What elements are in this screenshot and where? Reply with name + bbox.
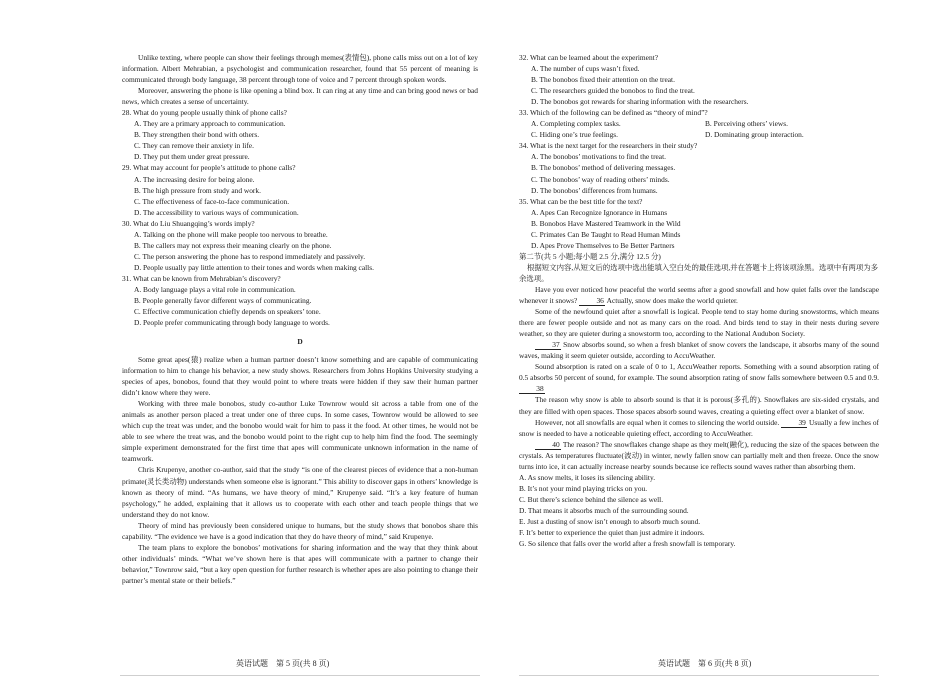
option: D. Dominating group interaction. <box>705 130 804 140</box>
cloze-paragraph: The reason why snow is able to absorb sound is that it is porous(多孔的). Snowflakes are six-sided crystals, and they are filled with open spaces. Those spaces absorb sound waves, creating a quieting effect over a blanket of snow. <box>519 395 879 416</box>
page-footer-right: 英语试题 第 6 页(共 8 页) <box>658 659 752 668</box>
option: A. Body language plays a vital role in communication. <box>134 284 296 294</box>
question-30 <box>122 218 478 273</box>
text: Have you ever noticed how peaceful the world seems after a good snowfall and how quiet falls over the landscape whenever it snows? <box>519 284 879 306</box>
question-31 <box>122 273 478 328</box>
answer-option: A. As snow melts, it loses its silencing ability. <box>519 472 656 482</box>
answer-option: B. It’s not your mind playing tricks on you. <box>519 483 648 493</box>
option: C. The researchers guided the bonobos to find the treat. <box>531 86 695 96</box>
answer-options <box>519 472 879 549</box>
section-title: 第二节(共 5 小题;每小题 2.5 分,满分 12.5 分) <box>519 251 661 261</box>
passage-d-paragraph: Working with three male bonobos, study co-author Luke Townrow would sit across a table from one of the animals as another person placed a treat under one of three cups. In some cases, Townrow would be allowed to see which cup the treat was under, and the bonobo would wait for him to pass it the food. At other times, he would not be able to see where the treat was, and the bonobo would point to the right cup to help him find the food. The seemingly simple experiment demonstrated for the first time that apes will communicate unknown information in the name of teamwork. <box>122 399 478 464</box>
left-column <box>122 52 478 586</box>
option: A. The bonobos’ motivations to find the treat. <box>531 152 666 162</box>
question-32 <box>519 52 879 107</box>
text: Snow absorbs sound, so when a fresh blanket of snow covers the landscape, it absorbs many of the sound waves, making it seem quieter outside, according to AccuWeather. <box>519 340 879 361</box>
option: A. Apes Can Recognize Ignorance in Humans <box>531 207 668 217</box>
option: D. The bonobos’ differences from humans. <box>531 185 658 195</box>
option: B. Perceiving others’ views. <box>705 119 788 129</box>
option: B. The bonobos’ method of delivering messages. <box>531 163 676 173</box>
option: D. The bonobos got rewards for sharing information with the researchers. <box>531 97 749 107</box>
answer-option: D. That means it absorbs much of the surrounding sound. <box>519 505 689 515</box>
text: Sound absorption is rated on a scale of 0 to 1, AccuWeather reports. Something with a sound absorption rating of 0.5 absorbs 50 percent of sound, for example. The sound absorption rating of snow falls somewhere between 0.5 and 0.9. <box>519 362 879 383</box>
option: A. Talking on the phone will make people too nervous to breathe. <box>134 229 328 239</box>
answer-option: C. But there’s science behind the silence as well. <box>519 494 664 504</box>
option-row <box>531 118 879 129</box>
option: A. Completing complex tasks. <box>531 119 621 129</box>
right-column <box>519 52 879 549</box>
answer-option: F. It’s better to experience the quiet than just admire it indoors. <box>519 528 705 538</box>
option: B. They strengthen their bond with others. <box>134 130 260 140</box>
option: B. People generally favor different ways of communicating. <box>134 296 312 306</box>
option: A. The number of cups wasn’t fixed. <box>531 64 640 74</box>
footer-rule <box>519 675 879 676</box>
option: C. They can remove their anxiety in life. <box>134 141 254 151</box>
passage-d-paragraph: Some great apes(猿) realize when a human partner doesn’t know something and are capable of communicating information to him to change his behavior, a new study shows. Researchers from Johns Hopkins University studying a species of apes, bonobos, found that they would point to where treats were hidden if they saw their human partner didn’t know where they were. <box>122 355 478 398</box>
question-34 <box>519 140 879 195</box>
question-stem: 29. What may account for people’s attitude to phone calls? <box>122 163 296 173</box>
text: The reason? The snowflakes change shape as they melt(融化), reducing the size of the spaces between the crystals. As temperatures fluctuate(波动) in winter, newly fallen snow can partially melt and then freeze. Once the snow turns into ice, it can actually increase nearby sounds because ice reflects sound waves rather than absorbing them. <box>519 439 879 471</box>
option: A. They are a primary approach to communication. <box>134 119 286 129</box>
cloze-paragraph <box>519 339 879 361</box>
question-28 <box>122 107 478 162</box>
option: A. The increasing desire for being alone. <box>134 174 255 184</box>
blank-39[interactable]: 39 <box>781 418 807 428</box>
option: C. Hiding one’s true feelings. <box>531 130 619 140</box>
blank-37[interactable]: 37 <box>535 340 561 350</box>
passage-d-heading: D <box>297 336 303 346</box>
option: C. The bonobos’ way of reading others’ minds. <box>531 174 670 184</box>
option: D. People prefer communicating through body language to words. <box>134 318 330 328</box>
option: C. Primates Can Be Taught to Read Human Minds <box>531 229 681 239</box>
option: C. Effective communication chiefly depends on speakers’ tone. <box>134 307 321 317</box>
passage-d-paragraph: The team plans to explore the bonobos’ motivations for sharing information and the way that they think about other individuals’ minds. “What we’ve shown here is that apes will communicate with a partner to change their behavior,” Townrow said, “but a key open question for further research is whether apes are also pointing to change their partner’s mental state or their beliefs.” <box>122 542 478 585</box>
question-35 <box>519 196 879 251</box>
cloze-paragraph: Some of the newfound quiet after a snowfall is logical. People tend to stay home during snowstorms, which means there are fewer people outside and not as many cars on the road. And birds tend to stay in their nests during severe weather, so they are quieter during a snowstorm too, according to the National Audubon Society. <box>519 307 879 339</box>
option-row <box>531 129 879 140</box>
page-footer-left: 英语试题 第 5 页(共 8 页) <box>236 659 330 668</box>
question-stem: 35. What can be the best title for the text? <box>519 196 643 206</box>
text: Actually, snow does make the world quieter. <box>606 296 738 306</box>
passage-d-paragraph: Chris Krupenye, another co-author, said that the study “is one of the clearest pieces of evidence that a non-human primate(灵长类动物) understands when someone else is ignorant.” This ability to discover gaps in others’ knowledge is known as theory of mind. “As humans, we have theory of mind,” Krupenye said. “It’s a key feature of human psychology,” he added, explaining that it allows us to cooperate with each other and teach people things that we understand they do not know. <box>122 465 478 519</box>
cloze-paragraph <box>519 439 879 472</box>
text: Usually a few inches of snow is needed to have a noticeable quieting effect, according to AccuWeather. <box>519 417 879 438</box>
passage-d-paragraph: Theory of mind has previously been considered unique to humans, but the study shows that bonobos share this capability. “The evidence we have is a good indication that they do have theory of mind,” said Krupenye. <box>122 520 478 541</box>
footer-rule <box>120 675 480 676</box>
blank-40[interactable]: 40 <box>535 440 561 450</box>
blank-38[interactable]: 38 <box>519 384 545 394</box>
answer-option: E. Just a dusting of snow isn’t enough to absorb much sound. <box>519 516 701 526</box>
cloze-paragraph <box>519 417 879 439</box>
option: C. The person answering the phone has to respond immediately and passively. <box>134 251 366 261</box>
question-stem: 30. What do Liu Shuangqing’s words imply? <box>122 218 255 228</box>
blank-36[interactable]: 36 <box>579 296 605 306</box>
answer-option: G. So silence that falls over the world after a fresh snowfall is temporary. <box>519 539 736 549</box>
text: However, not all snowfalls are equal when it comes to silencing the world outside. <box>535 417 780 427</box>
passage-c-paragraph: Unlike texting, where people can show their feelings through memes(表情包), phone calls miss out on a lot of key information. Albert Mehrabian, a psychologist and communication researcher, found that 55 percent of meaning is communicated through body language, 38 percent through tone of voice and 7 percent through spoken words. <box>122 53 478 85</box>
passage-c-paragraph: Moreover, answering the phone is like opening a blind box. It can ring at any time and can bring good news or bad news, which creates a sense of uncertainty. <box>122 86 478 107</box>
question-stem: 33. Which of the following can be defined as “theory of mind”? <box>519 108 708 118</box>
question-stem: 31. What can be known from Mehrabian’s discovery? <box>122 273 281 283</box>
option: D. Apes Prove Themselves to Be Better Partners <box>531 240 675 250</box>
question-stem: 34. What is the next target for the researchers in their study? <box>519 141 698 151</box>
cloze-paragraph <box>519 284 879 306</box>
question-29 <box>122 162 478 217</box>
question-stem: 32. What can be learned about the experiment? <box>519 53 658 62</box>
option: D. The accessibility to various ways of communication. <box>134 207 299 217</box>
option: B. Bonobos Have Mastered Teamwork in the Wild <box>531 218 681 228</box>
section-instructions: 根据短文内容,从短文后的选项中选出能填入空白处的最佳选项,并在答题卡上将该项涂黑。选项中有两项为多余选项。 <box>519 262 879 283</box>
question-33 <box>519 107 879 140</box>
option: B. The bonobos fixed their attention on the treat. <box>531 75 675 85</box>
option: D. People usually pay little attention to their tones and words when making calls. <box>134 262 374 272</box>
option: B. The high pressure from study and work. <box>134 185 261 195</box>
question-stem: 28. What do young people usually think of phone calls? <box>122 108 287 118</box>
option: D. They put them under great pressure. <box>134 152 250 162</box>
option: C. The effectiveness of face-to-face communication. <box>134 196 290 206</box>
cloze-paragraph <box>519 361 879 394</box>
option: B. The callers may not express their meaning clearly on the phone. <box>134 240 332 250</box>
